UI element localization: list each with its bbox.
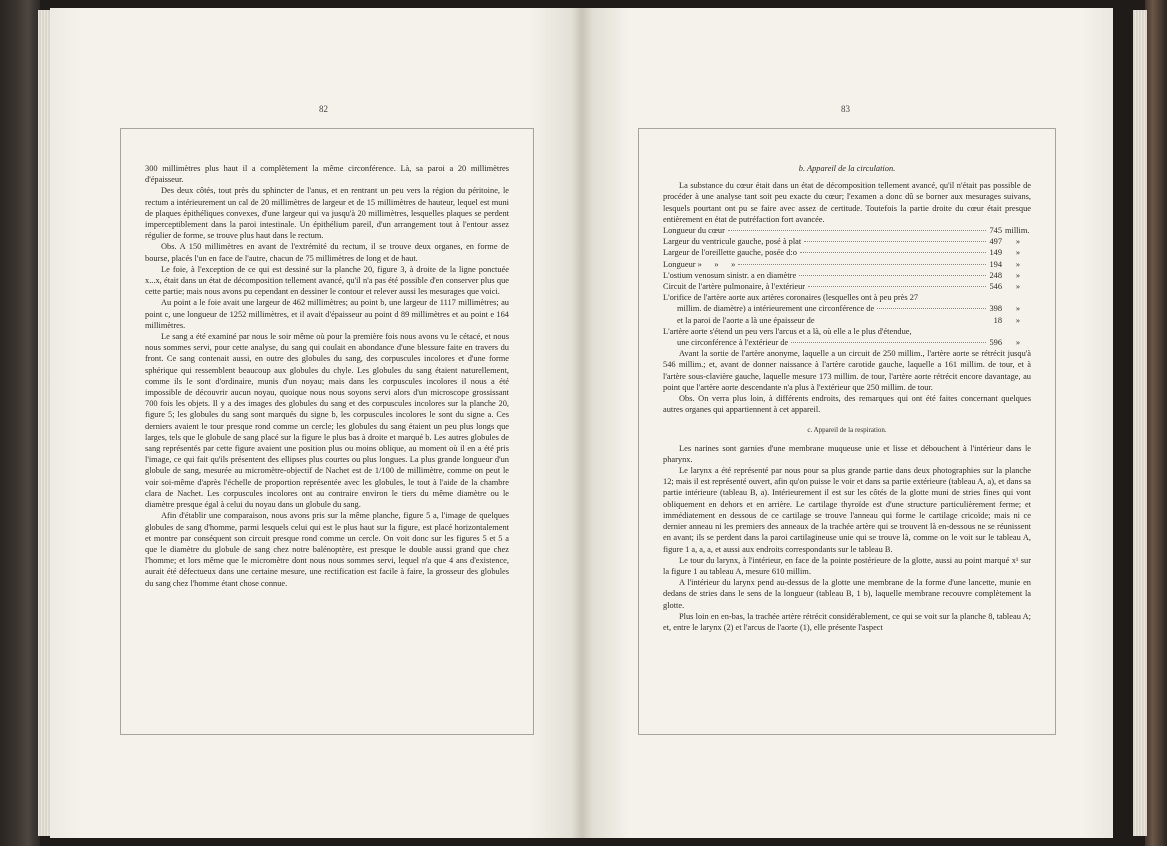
measurement-label: Largeur de l'oreillette gauche, posée d:o [663, 248, 797, 258]
right-page-number: 83 [841, 104, 850, 114]
measurement-value: 149 [989, 248, 1002, 258]
measurement-row [663, 303, 1031, 314]
measurement-value: 745 [989, 226, 1002, 236]
measurement-text-line [663, 292, 1031, 303]
measurement-label: L'artère aorte s'étend un peu vers l'arcus et a là, où elle a le plus d'étendue, [663, 326, 912, 336]
measurement-label: Longueur du cœur [663, 226, 725, 236]
measurement-label: millim. de diamètre) a intérieurement une circonférence de [677, 304, 875, 314]
left-text-frame [120, 128, 534, 735]
paragraph: Les narines sont garnies d'une membrane muqueuse unie et lisse et débouchent à l'intérieur dans le pharynx. [663, 443, 1031, 464]
paragraph: Des deux côtés, tout près du sphincter de l'anus, et en rentrant un peu vers la région du péritoine, le rectum a intérieurement un cal de 20 millimètres de largeur et de 15 millimètres de hauteur, lequel est muni de plaques épithéliques convexes, d'une largeur qui va jusqu'à 20 millimètres, lesquelles plaques se perdent imperceptiblement dans la paroi intestinale. Un épithélium pareil, d'un arrangement tout à l'entour assez régulier de forme, se trouve plus haut dans le rectum. [145, 186, 509, 241]
measurement-unit: » [1015, 248, 1021, 258]
measurement-value: 596 [989, 338, 1002, 348]
dot-leader [877, 308, 986, 309]
paragraph: La substance du cœur était dans un état de décomposition tellement avancé, qu'il n'était pas possible de procéder à une analyse tant soit peu exacte du cœur; l'examen a donc dû se borner aux mesurages suivans, lesquels pourtant ont pu se faire avec assez de certitude. Toutefois la partie droite du cœur était presque entièrement en état de putréfaction fort avancée. [663, 181, 1031, 224]
measurement-label: L'orifice de l'artère aorte aux artères coronaires (lesquelles ont à peu près 27 [663, 293, 919, 303]
paragraph: Obs. A 150 millimètres en avant de l'extrémité du rectum, il se trouve deux organes, en forme de bourse, placés l'un en face de l'autre, chacun de 75 millimètres de long et de haut. [145, 242, 509, 263]
measurement-unit: » [1015, 304, 1021, 314]
book-cover-left [0, 0, 40, 846]
section-heading-respiration: c. Appareil de la respiration. [807, 426, 887, 435]
right-text-frame [638, 128, 1056, 735]
measurement-unit: » [1015, 237, 1021, 247]
measurement-row [663, 281, 1031, 292]
dot-leader [799, 275, 986, 276]
paragraph: 300 millimètres plus haut il a complètement la même circonférence. Là, sa paroi a 20 millimètres d'épaisseur. [145, 164, 509, 185]
paragraph: A l'intérieur du larynx pend au-dessus de la glotte une membrane de la forme d'une lancette, munie en dedans de stries dans le sens de la longueur (tableau B, 1 b), laquelle membrane recouvre complètement la glotte. [663, 578, 1031, 610]
measurement-label: Circuit de l'artère pulmonaire, à l'extérieur [663, 282, 806, 292]
dot-leader [800, 252, 987, 253]
measurement-value: 194 [989, 259, 1002, 269]
measurement-row [663, 236, 1031, 247]
page-edges-right [1133, 10, 1147, 836]
dot-leader [728, 230, 987, 231]
section-heading-circulation: b. Appareil de la circulation. [798, 164, 896, 173]
measurement-row [663, 315, 1031, 326]
measurement-row [663, 337, 1031, 348]
book-cover-right [1145, 0, 1167, 846]
dot-leader [808, 286, 986, 287]
measurement-unit: millim. [1005, 226, 1030, 236]
measurement-value: 248 [989, 270, 1002, 280]
paragraph: Obs. On verra plus loin, à différents endroits, des remarques qui ont été faites concernant quelques autres organes qui appartiennent à cet appareil. [663, 394, 1031, 415]
measurement-label: Longueur » » » [663, 259, 736, 269]
paragraph: Avant la sortie de l'artère anonyme, laquelle a un circuit de 250 millim., l'artère aorte se rétrécit jusqu'à 546 millim.; et, avant de donner naissance à l'artère carotide gauche, laquelle a 161 millim. de tour, et à l'artère sous-clavière gauche, laquelle mesure 173 millim. de tour, l'artère aorte rétrécit encore davantage, au point que l'artère aorte descendante n'a plus à l'extérieur que 250 millim. de tour. [663, 349, 1031, 392]
measurement-text-line [663, 326, 1031, 337]
measurement-unit: » [1015, 338, 1021, 348]
left-page-text [121, 129, 533, 589]
measurement-row [663, 247, 1031, 258]
paragraph: Afin d'établir une comparaison, nous avons pris sur la même planche, figure 5 a, l'image de quelques globules de sang d'homme, parmi lesquels celui qui est le plus haut sur la figure, est placé horizontalement et montre par conséquent son circuit presque rond comme un cercle. On voit donc sur les figures 5 et 5 a que le diamètre du globule de sang chez notre balénoptère, est presque le double aussi grand que chez l'homme; et lors même que le micromètre dont nous nous sommes servi, lequel n'a que 4 ans d'existence, aurait été défectueux dans une certaine mesure, une rectification est facile à faire, la grosseur des globules du sang chez l'homme étant chose connue. [145, 511, 509, 588]
right-page [582, 8, 1113, 838]
measurement-unit: » [1015, 259, 1021, 269]
paragraph: Le foie, à l'exception de ce qui est dessiné sur la planche 20, figure 3, à droite de la ligne ponctuée x...x, était dans un état de décomposition tellement avancé, qu'il n'a pas été possible d'en conserver plus que cette partie; mais nous avons pu cependant en dessiner le contour et relever aussi les mesurages que voici. [145, 264, 509, 297]
dot-leader [791, 342, 986, 343]
dot-leader [738, 264, 986, 265]
measurement-value: 546 [989, 282, 1002, 292]
measurement-value: 18 [993, 315, 1002, 325]
measurement-row [663, 270, 1031, 281]
measurement-label: L'ostium venosum sinistr. a en diamètre [663, 270, 797, 280]
paragraph: Le larynx a été représenté par nous pour sa plus grande partie dans deux photographies sur la planche 12; mais il est représenté ouvert, afin qu'on puisse le voir et dans sa partie extérieure (tableau A, a), et dans sa partie intérieure (tableau B, a). Intérieurement il est sur les côtés de la glotte muni de stries fines qui vont obliquement en dehors et en arrière. Le cartilage thyroïde est d'une structure particulièrement ferme; et immédiatement en dessous de ce cartilage se trouve l'anneau qui forme le cartilage cricoïde; mais ni ce dernier anneau ni les premiers des anneaux de la trachée artère qui se trouvent là en-dessous ne se réunissent en avant; ils se perdent dans la paroi cartilagineuse unie qui se trouve là, comme on le voit sur le tableau A, figure 1 a, a, a, et aussi aux endroits correspondants sur le tableau B. [663, 466, 1031, 554]
measurement-label: et la paroi de l'aorte a là une épaisseur de [677, 315, 815, 325]
measurement-unit: » [1015, 282, 1021, 292]
left-page-number: 82 [319, 104, 328, 114]
measurement-value: 497 [989, 237, 1002, 247]
measurement-label: une circonférence à l'extérieur de [677, 338, 789, 348]
measurement-row [663, 225, 1031, 236]
left-page [50, 8, 582, 838]
paragraph: Le tour du larynx, à l'intérieur, en face de la pointe postérieure de la glotte, aussi au point marqué x¹ sur la figure 1 au tableau A, mesure 610 millim. [663, 555, 1031, 576]
paragraph: Au point a le foie avait une largeur de 462 millimètres; au point b, une largeur de 1117 millimètres; au point c, une longueur de 1252 millimètres, et il avait d'épaisseur au point d 89 millimètres et au point e 164 millimètres. [145, 298, 509, 330]
measurement-unit: » [1015, 315, 1021, 325]
measurement-value: 398 [989, 304, 1002, 314]
right-page-text [639, 129, 1055, 633]
measurement-row [663, 259, 1031, 270]
paragraph: Le sang a été examiné par nous le soir même où pour la première fois nous avons vu le cétacé, et nous nous sommes servi, pour cette analyse, du sang qui coulait en abondance d'une blessure faite en travers du front. Ce sang contenait aussi, en outre des globules du sang, des corpuscules incolores et d'une forme sphérique qui ressemblent beaucoup aux globules du chyle. Les globules du sang étaient naturellement, comme ils le sont d'ordinaire, munis d'un noyau; mais dans les corpuscules incolores il nous a été impossible de découvrir aucun noyau, quoique nous nous soyons servi alors d'un microscope grossissant 700 fois les objets. Il y a des images des globules du sang et des corpuscules incolores sur la planche 20, figure 5; les globules du sang sont marqués du signe b, les corpuscules incolores le sont du signe a. Ces derniers avaient le tour presque rond comme un cercle; les globules du sang étaient un peu plus longs que larges, tels que le globule de sang placé sur la figure le plus bas à droite et marqué b. Les autres globules de sang représentés par cette figure avaient une position plus ou moins oblique, au moment où il en a été pris l'image, ce qui fait qu'ils présentent des ellipses plus courtes ou plus longues. La plus grande longueur d'un globule de sang, mesurée au micromètre-objectif de Nachet est de 1/100 de millimètre, comme on peut le voir soi-même d'après l'échelle de proportion représentée avec les globules, le tout à l'aide de la chambre clara de Nachet. Les corpuscules incolores ont au contraire environ le tiers du même diamètre ou le diamètre presque égal à celui du noyau dans un globule du sang. [145, 332, 509, 510]
dot-leader [804, 241, 986, 242]
measurement-unit: » [1015, 270, 1021, 280]
paragraph: Plus loin en en-bas, la trachée artère rétrécit considérablement, ce qui se voit sur la planche 8, tableau A; et, entre le larynx (2) et l'arcus de l'aorte (1), elle présente l'aspect [663, 611, 1031, 632]
measurement-label: Largeur du ventricule gauche, posé à plat [663, 237, 802, 247]
